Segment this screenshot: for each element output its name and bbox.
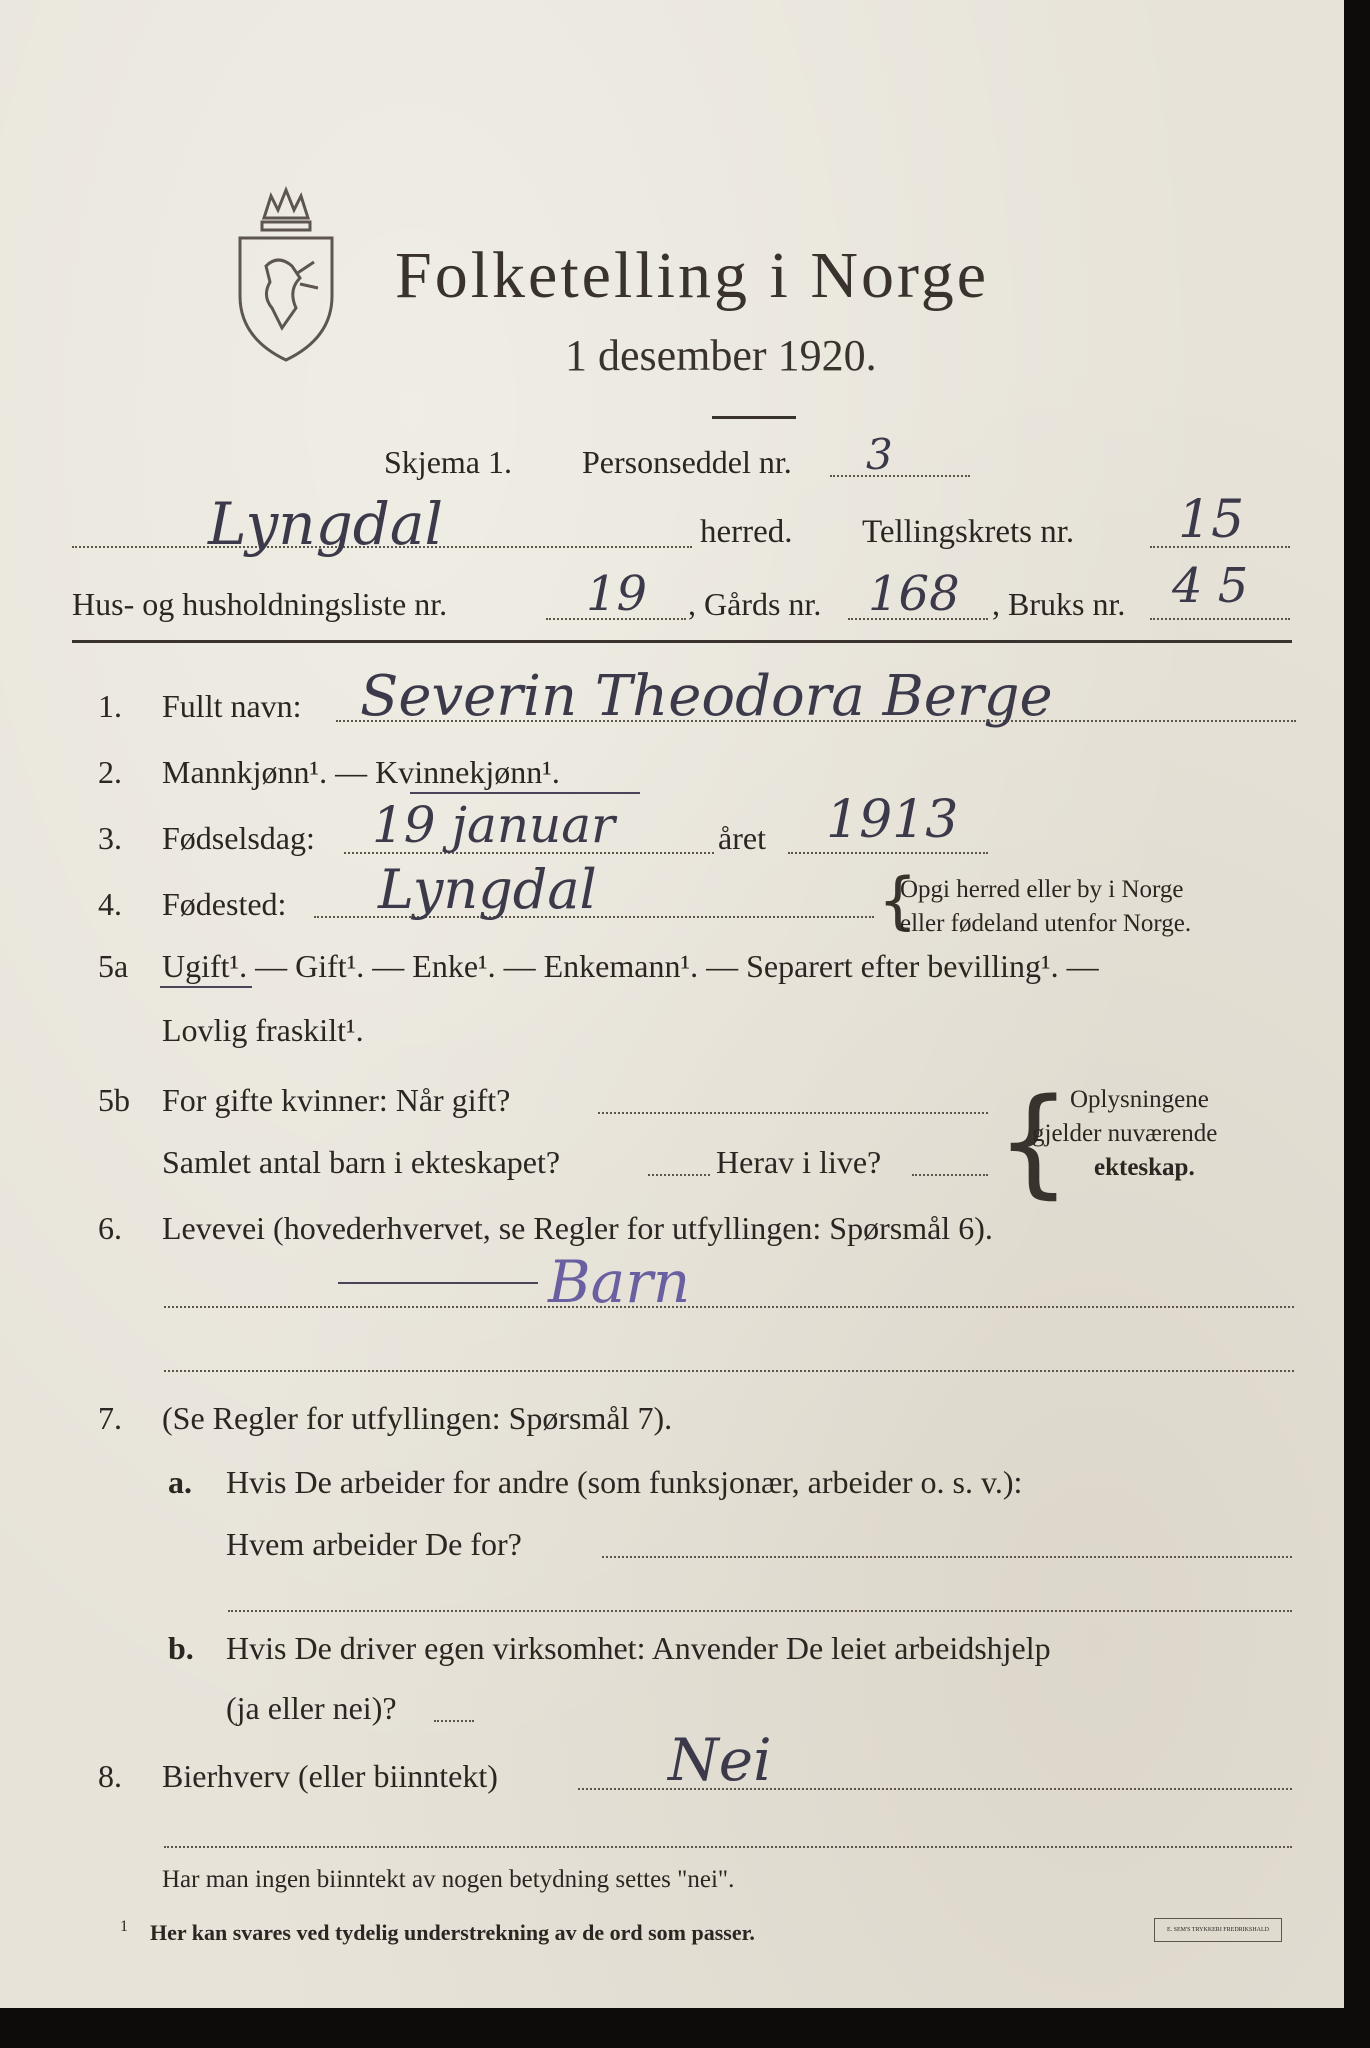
bleed-through bbox=[560, 135, 566, 162]
q5b-alive-label: Herav i live? bbox=[716, 1144, 882, 1180]
scan-border-right bbox=[1344, 0, 1370, 2048]
q7a-line-1 bbox=[602, 1556, 1292, 1558]
bruks-value: 4 5 bbox=[1172, 558, 1249, 614]
q5b-note-line-2: gjelder nuværende bbox=[1032, 1120, 1218, 1147]
gards-value: 168 bbox=[868, 566, 960, 622]
footer-note: Har man ingen biinntekt av nogen betydning settes "nei". bbox=[162, 1866, 735, 1893]
q5a-number: 5a bbox=[98, 948, 129, 984]
tellingskrets-label: Tellingskrets nr. bbox=[862, 514, 1075, 550]
q6-line-1 bbox=[164, 1306, 1294, 1308]
q1-label: Fullt navn: bbox=[162, 688, 302, 724]
printer-stamp: E. SEM'S TRYKKERI FREDRIKSHALD bbox=[1154, 1918, 1282, 1942]
bruks-label: , Bruks nr. bbox=[992, 586, 1126, 622]
q5b-children-label: Samlet antal barn i ekteskapet? bbox=[162, 1144, 561, 1180]
q5b-label: For gifte kvinner: Når gift? bbox=[162, 1082, 511, 1118]
q3-year-label: året bbox=[718, 820, 766, 856]
personseddel-label: Personseddel nr. bbox=[582, 444, 792, 480]
q5b-children-line bbox=[648, 1174, 710, 1176]
q5a-text: Ugift¹. — Gift¹. — Enke¹. — Enkemann¹. — Separert efter bevilling¹. — bbox=[162, 948, 1099, 984]
q2-text: Mannkjønn¹. — Kvinnekjønn¹. bbox=[162, 754, 560, 790]
q7b-line bbox=[434, 1720, 474, 1722]
husliste-label: Hus- og husholdningsliste nr. bbox=[72, 586, 448, 622]
q8-line-2 bbox=[164, 1846, 1292, 1848]
q5a-underline-ugift bbox=[160, 986, 252, 988]
q2-number: 2. bbox=[98, 754, 122, 790]
bruks-line bbox=[1150, 618, 1290, 620]
q7b-text-line-2: (ja eller nei)? bbox=[226, 1690, 397, 1726]
personseddel-value: 3 bbox=[866, 430, 893, 479]
q6-number: 6. bbox=[98, 1210, 122, 1246]
q8-value: Nei bbox=[668, 1726, 772, 1794]
scan-border-bottom bbox=[0, 2008, 1370, 2048]
herred-value: Lyngdal bbox=[208, 490, 444, 558]
q1-value: Severin Theodora Berge bbox=[360, 664, 1053, 729]
q6-line-2 bbox=[164, 1370, 1294, 1372]
q7b-letter: b. bbox=[168, 1630, 194, 1666]
q2-underline-kvinnekjonn bbox=[410, 792, 640, 794]
husliste-value: 19 bbox=[586, 566, 648, 622]
q5a-text-line-2: Lovlig fraskilt¹. bbox=[162, 1012, 364, 1048]
q7a-letter: a. bbox=[168, 1464, 192, 1500]
q7b-text: Hvis De driver egen virksomhet: Anvender De leiet arbeidshjelp bbox=[226, 1630, 1051, 1666]
q5b-brace: { bbox=[996, 1072, 1072, 1210]
herred-label: herred. bbox=[700, 514, 793, 550]
q8-label: Bierhverv (eller biinntekt) bbox=[162, 1758, 498, 1794]
footnote-text: Her kan svares ved tydelig understrekning av de ord som passer. bbox=[150, 1920, 755, 1945]
q5b-number: 5b bbox=[98, 1082, 130, 1118]
q4-value: Lyngdal bbox=[378, 858, 597, 921]
q6-value: Barn bbox=[548, 1248, 691, 1316]
q7-text: (Se Regler for utfyllingen: Spørsmål 7). bbox=[162, 1400, 673, 1436]
form-title: Folketelling i Norge bbox=[395, 239, 990, 312]
q3-number: 3. bbox=[98, 820, 122, 856]
q4-label: Fødested: bbox=[162, 886, 287, 922]
census-date: 1 desember 1920. bbox=[565, 331, 877, 380]
q4-number: 4. bbox=[98, 886, 122, 922]
coat-of-arms-icon bbox=[226, 178, 346, 368]
q3-value: 19 januar bbox=[372, 796, 615, 854]
title-rule bbox=[712, 416, 796, 419]
q6-text: Levevei (hovederhvervet, se Regler for utfyllingen: Spørsmål 6). bbox=[162, 1210, 993, 1246]
header-divider bbox=[72, 640, 1292, 643]
q7a-text: Hvis De arbeider for andre (som funksjonær, arbeider o. s. v.): bbox=[226, 1464, 1023, 1500]
q4-brace: { bbox=[878, 864, 918, 937]
q3-year-line bbox=[788, 852, 988, 854]
q7a-line-2 bbox=[228, 1610, 1292, 1612]
q5b-married-line bbox=[598, 1112, 988, 1114]
personseddel-line bbox=[830, 475, 970, 477]
q1-number: 1. bbox=[98, 688, 122, 724]
q5b-note-line-1: Oplysningene bbox=[1070, 1086, 1209, 1113]
tellingskrets-value: 15 bbox=[1178, 490, 1245, 550]
q8-number: 8. bbox=[98, 1758, 122, 1794]
q3-year-value: 1913 bbox=[826, 790, 959, 850]
schema-label: Skjema 1. bbox=[384, 444, 512, 480]
q5b-alive-line bbox=[912, 1174, 988, 1176]
q7-number: 7. bbox=[98, 1400, 122, 1436]
q7a-text-line-2: Hvem arbeider De for? bbox=[226, 1526, 522, 1562]
q5b-note-line-3: ekteskap. bbox=[1094, 1154, 1195, 1181]
gards-label: , Gårds nr. bbox=[688, 586, 822, 622]
q4-note-line-2: eller fødeland utenfor Norge. bbox=[900, 910, 1192, 937]
q6-dash bbox=[338, 1282, 538, 1284]
q4-note-line-1: Opgi herred eller by i Norge bbox=[900, 876, 1184, 903]
footnote-mark: 1 bbox=[120, 1918, 128, 1935]
q3-label: Fødselsdag: bbox=[162, 820, 315, 856]
